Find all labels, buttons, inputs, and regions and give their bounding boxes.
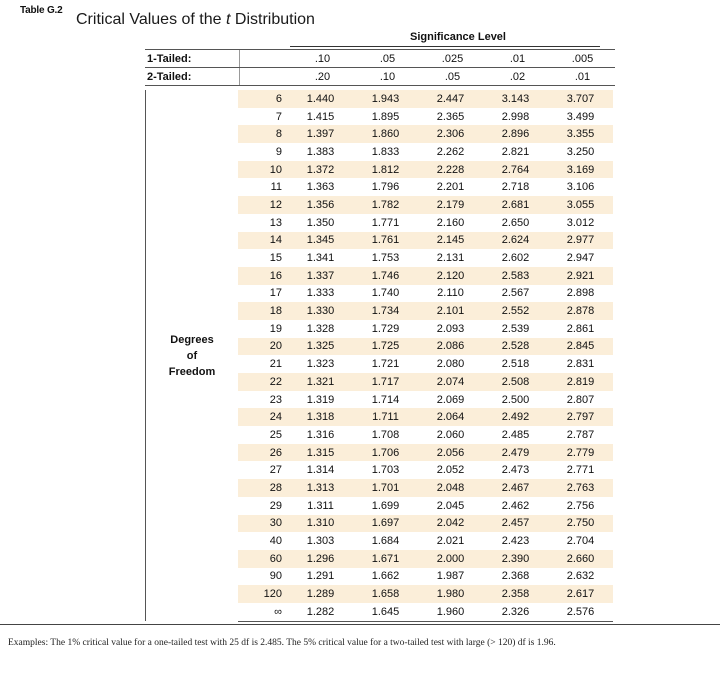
critical-value-cell: 1.311	[307, 499, 334, 512]
one-tailed-alpha: .005	[550, 50, 615, 68]
critical-value-cell: 1.706	[353, 444, 418, 462]
critical-value-cell: 2.896	[483, 125, 548, 143]
df-value: 21	[269, 358, 282, 371]
critical-value-cell: 2.093	[436, 322, 465, 335]
footer-rule	[0, 624, 720, 625]
degrees-of-freedom-label-line: of	[186, 349, 198, 362]
critical-value-cell: 2.492	[483, 408, 548, 426]
critical-value-cell: 2.131	[436, 252, 465, 265]
df-value: 23	[269, 393, 282, 406]
critical-value-cell: 1.761	[353, 232, 418, 250]
df-value: 25	[269, 428, 282, 441]
critical-value-cell: 2.845	[548, 338, 613, 356]
critical-value-cell: 2.632	[566, 570, 595, 583]
two-tailed-alpha: .02	[485, 68, 550, 86]
critical-value-cell: 1.960	[418, 603, 483, 621]
critical-value-cell: 1.323	[306, 358, 335, 371]
critical-value-cell: 2.479	[483, 444, 548, 462]
critical-value-cell: 1.721	[371, 358, 400, 371]
critical-value-cell: 2.262	[436, 145, 465, 158]
critical-value-cell: 2.861	[566, 322, 595, 335]
statistic-letter: t	[226, 11, 231, 28]
critical-value-cell: 2.831	[566, 358, 595, 371]
df-value: 29	[269, 499, 282, 512]
critical-value-cell: 1.318	[288, 408, 353, 426]
critical-value-cell: 2.998	[501, 110, 530, 123]
critical-value-cell: 1.282	[288, 603, 353, 621]
one-tailed-alpha: .05	[355, 50, 420, 68]
critical-value-cell: 2.787	[566, 428, 595, 441]
df-value: 60	[238, 550, 288, 568]
critical-value-cell: 3.143	[483, 90, 548, 108]
df-value: 24	[238, 408, 288, 426]
critical-value-cell: 1.699	[371, 499, 400, 512]
df-value: 27	[269, 464, 282, 477]
critical-value-cell: 2.681	[483, 196, 548, 214]
critical-value-cell: 2.539	[501, 322, 530, 335]
critical-value-cell: 2.819	[548, 373, 613, 391]
critical-value-cell: 1.771	[371, 216, 400, 229]
critical-value-cell: 2.101	[418, 302, 483, 320]
critical-value-cell: 2.898	[566, 287, 595, 300]
critical-value-cell: 2.462	[501, 499, 530, 512]
one-tailed-alpha: .01	[485, 50, 550, 68]
df-value: 40	[269, 535, 282, 548]
critical-value-cell: 1.313	[288, 479, 353, 497]
critical-value-cell: 2.306	[418, 125, 483, 143]
critical-value-cell: 2.763	[548, 479, 613, 497]
critical-value-cell: 2.021	[436, 535, 465, 548]
critical-value-cell: 3.707	[548, 90, 613, 108]
df-value: 20	[238, 338, 288, 356]
critical-value-cell: 2.485	[501, 428, 530, 441]
critical-value-cell: 1.383	[306, 145, 335, 158]
critical-value-cell: 2.080	[436, 358, 465, 371]
critical-value-cell: 1.753	[371, 252, 400, 265]
df-value: 10	[238, 161, 288, 179]
df-value: 12	[238, 196, 288, 214]
critical-value-cell: 2.365	[436, 110, 465, 123]
df-value: 26	[238, 444, 288, 462]
critical-value-cell: 1.330	[288, 302, 353, 320]
critical-value-cell: 2.110	[437, 287, 464, 300]
critical-value-cell: 2.358	[483, 585, 548, 603]
critical-value-cell: 1.325	[288, 338, 353, 356]
critical-value-cell: 1.289	[288, 585, 353, 603]
degrees-of-freedom-label-line: Freedom	[168, 365, 216, 378]
df-value: ∞	[238, 603, 288, 621]
critical-value-cell: 2.779	[548, 444, 613, 462]
one-tailed-alpha: .10	[290, 50, 355, 68]
critical-value-cell: 3.499	[566, 110, 595, 123]
df-value: 18	[238, 302, 288, 320]
critical-value-cell: 1.812	[353, 161, 418, 179]
critical-value-cell: 2.878	[548, 302, 613, 320]
critical-value-cell: 2.052	[436, 464, 465, 477]
critical-value-cell: 1.316	[306, 428, 335, 441]
critical-value-cell: 1.671	[353, 550, 418, 568]
critical-value-cell: 3.250	[566, 145, 595, 158]
critical-value-cell: 2.704	[566, 535, 595, 548]
one-tailed-alpha: .025	[420, 50, 485, 68]
critical-value-cell: 1.796	[371, 181, 400, 194]
critical-value-cell: 1.708	[371, 428, 400, 441]
critical-value-cell: 1.746	[353, 267, 418, 285]
critical-value-cell: 2.145	[418, 232, 483, 250]
critical-value-cell: 1.684	[371, 535, 400, 548]
critical-value-cell: 1.658	[353, 585, 418, 603]
two-tailed-alpha: .10	[355, 68, 420, 86]
df-value: 8	[238, 125, 288, 143]
critical-value-cell: 2.797	[548, 408, 613, 426]
critical-value-cell: 1.314	[306, 464, 335, 477]
one-tailed-label: 1-Tailed:	[145, 50, 240, 68]
critical-value-cell: 2.045	[436, 499, 465, 512]
critical-value-cell: 2.060	[436, 428, 465, 441]
critical-value-cell: 1.711	[353, 408, 418, 426]
critical-value-cell: 1.415	[306, 110, 335, 123]
critical-value-cell: 1.782	[353, 196, 418, 214]
critical-value-cell: 1.729	[371, 322, 400, 335]
critical-value-cell: 1.310	[288, 515, 353, 533]
critical-value-cell: 1.701	[353, 479, 418, 497]
critical-value-cell: 2.500	[501, 393, 530, 406]
critical-value-cell: 3.012	[566, 216, 595, 229]
header-spacer	[240, 50, 291, 68]
critical-value-cell: 2.750	[548, 515, 613, 533]
critical-value-cell: 2.660	[548, 550, 613, 568]
critical-value-cell: 1.345	[288, 232, 353, 250]
critical-value-cell: 2.457	[483, 515, 548, 533]
critical-value-cell: 2.508	[483, 373, 548, 391]
critical-value-cell: 1.440	[288, 90, 353, 108]
df-value: 6	[238, 90, 288, 108]
df-value: 16	[238, 267, 288, 285]
df-value: 11	[270, 181, 282, 194]
critical-value-cell: 1.356	[288, 196, 353, 214]
table-title: Critical Values of the t Distribution	[76, 11, 315, 28]
critical-value-cell: 2.528	[483, 338, 548, 356]
critical-value-cell: 2.201	[436, 181, 465, 194]
critical-value-cell: 2.368	[501, 570, 530, 583]
degrees-of-freedom-label-line: Degrees	[170, 333, 214, 346]
critical-value-cell: 1.296	[288, 550, 353, 568]
critical-value-cell: 2.042	[418, 515, 483, 533]
two-tailed-row	[145, 68, 615, 86]
critical-value-cell: 1.833	[371, 145, 400, 158]
critical-value-cell: 1.725	[353, 338, 418, 356]
df-value: 90	[269, 570, 282, 583]
critical-value-cell: 2.947	[566, 252, 595, 265]
degrees-of-freedom-label	[146, 90, 239, 621]
df-value: 9	[275, 145, 282, 158]
critical-value-cell: 1.717	[353, 373, 418, 391]
critical-value-cell: 2.390	[483, 550, 548, 568]
critical-value-cell: 2.576	[548, 603, 613, 621]
two-tailed-alpha: .01	[550, 68, 615, 86]
critical-value-cell: 2.552	[483, 302, 548, 320]
df-value: 13	[269, 216, 282, 229]
critical-value-cell: 2.718	[501, 181, 530, 194]
critical-value-cell: 2.000	[418, 550, 483, 568]
critical-value-cell: 1.662	[371, 570, 400, 583]
df-value: 14	[238, 232, 288, 250]
df-value: 30	[238, 515, 288, 533]
critical-value-cell: 2.179	[418, 196, 483, 214]
table-row	[146, 90, 614, 108]
critical-value-cell: 2.624	[483, 232, 548, 250]
critical-value-cell: 2.447	[418, 90, 483, 108]
critical-value-cell: 2.074	[418, 373, 483, 391]
critical-value-cell: 1.303	[306, 535, 335, 548]
critical-value-cell: 1.337	[288, 267, 353, 285]
critical-values-table	[145, 90, 613, 622]
critical-value-cell: 1.328	[306, 322, 335, 335]
critical-value-cell: 3.355	[548, 125, 613, 143]
critical-value-cell: 1.895	[371, 110, 400, 123]
header-spacer	[240, 68, 291, 86]
df-value: 17	[269, 287, 282, 300]
critical-value-cell: 3.055	[548, 196, 613, 214]
critical-value-cell: 3.106	[566, 181, 595, 194]
critical-value-cell: 1.319	[306, 393, 335, 406]
critical-value-cell: 2.518	[501, 358, 530, 371]
df-value: 28	[238, 479, 288, 497]
critical-value-cell: 1.980	[418, 585, 483, 603]
critical-value-cell: 1.987	[436, 570, 465, 583]
critical-value-cell: 2.771	[566, 464, 595, 477]
critical-value-cell: 2.086	[418, 338, 483, 356]
critical-value-cell: 1.315	[288, 444, 353, 462]
two-tailed-label: 2-Tailed:	[145, 68, 240, 86]
critical-value-cell: 2.764	[483, 161, 548, 179]
critical-value-cell: 2.650	[501, 216, 530, 229]
two-tailed-alpha: .05	[420, 68, 485, 86]
critical-value-cell: 2.064	[418, 408, 483, 426]
critical-value-cell: 1.321	[288, 373, 353, 391]
critical-value-cell: 1.291	[306, 570, 335, 583]
critical-value-cell: 1.860	[353, 125, 418, 143]
two-tailed-alpha: .20	[290, 68, 355, 86]
significance-level-heading: Significance Level	[410, 31, 506, 43]
df-value: 120	[238, 585, 288, 603]
significance-heading-rule	[290, 46, 600, 47]
critical-value-cell: 2.617	[548, 585, 613, 603]
df-value: 22	[238, 373, 288, 391]
critical-value-cell: 2.467	[483, 479, 548, 497]
critical-value-cell: 1.734	[353, 302, 418, 320]
critical-value-cell: 1.341	[306, 252, 335, 265]
critical-value-cell: 1.333	[306, 287, 335, 300]
critical-value-cell: 1.363	[306, 181, 335, 194]
critical-value-cell: 1.703	[371, 464, 400, 477]
critical-value-cell: 2.473	[501, 464, 530, 477]
critical-value-cell: 2.160	[436, 216, 465, 229]
critical-value-cell: 1.372	[288, 161, 353, 179]
df-value: 15	[269, 252, 282, 265]
critical-value-cell: 2.056	[418, 444, 483, 462]
critical-value-cell: 2.921	[548, 267, 613, 285]
critical-value-cell: 2.326	[483, 603, 548, 621]
df-value: 7	[275, 110, 282, 123]
critical-value-cell: 2.048	[418, 479, 483, 497]
critical-value-cell: 2.069	[436, 393, 465, 406]
critical-value-cell: 2.120	[418, 267, 483, 285]
significance-header-table	[145, 49, 615, 86]
critical-value-cell: 1.943	[353, 90, 418, 108]
critical-value-cell: 1.350	[306, 216, 335, 229]
table-label: Table G.2	[20, 5, 63, 16]
critical-value-cell: 2.602	[501, 252, 530, 265]
examples-note: Examples: The 1% critical value for a one-tailed test with 25 df is 2.485. The 5% critical value for a two-tailed test with large (> 120) df is 1.96.	[8, 638, 556, 648]
critical-value-cell: 1.714	[371, 393, 400, 406]
critical-value-cell: 2.977	[548, 232, 613, 250]
critical-value-cell: 1.697	[353, 515, 418, 533]
one-tailed-row	[145, 50, 615, 68]
critical-value-cell: 2.807	[566, 393, 595, 406]
critical-value-cell: 1.397	[288, 125, 353, 143]
df-value: 19	[269, 322, 282, 335]
critical-value-cell: 2.583	[483, 267, 548, 285]
critical-value-cell: 2.228	[418, 161, 483, 179]
critical-value-cell: 1.740	[371, 287, 400, 300]
critical-value-cell: 2.423	[501, 535, 530, 548]
critical-value-cell: 3.169	[548, 161, 613, 179]
critical-value-cell: 1.645	[353, 603, 418, 621]
critical-value-cell: 2.756	[566, 499, 595, 512]
critical-value-cell: 2.821	[501, 145, 530, 158]
critical-value-cell: 2.567	[501, 287, 530, 300]
